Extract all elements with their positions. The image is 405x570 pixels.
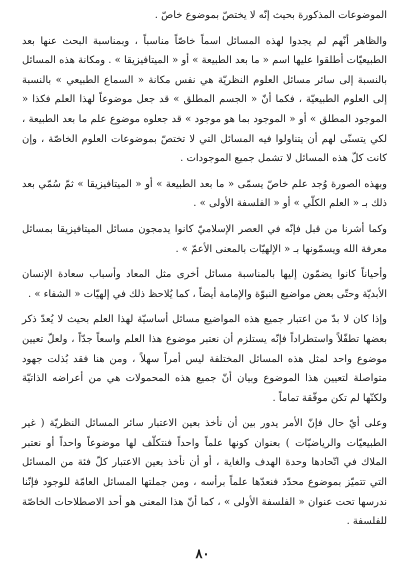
paragraph-2: والظاهر أنّهم لم يجدوا لهذه المسائل اسماً خاصّاً مناسباً ، وبمناسبة البحث عنها بعد الطبيعيّات أطلقوا عليها اسم « ما بعد الطبيعة » أو « الميتافيزيقا » . ومكانة هذه المسائل بالنسبة إلى سائر مسائل العلوم النظريّة هي نفس مكانة « السماع الطبيعي » بالنسبة إلى العلوم الطبيعيّة ، فكما أنّ « الجسم المطلق » قد جعل موضوعاً لهذا العلم فكذا « الموجود المطلق » أو « الموجود بما هو موجود » قد جعلوه موضوع علم ما بعد الطبيعة ، لكي يتسنّى لهم أن يتناولوا فيه المسائل التي لا تختصّ بموضوعات العلوم الخاصّة ، وإن كانت كلّ هذه المسائل لا تشمل جميع الموجودات . — [22, 35, 388, 165]
paragraph-4: وكما أشرنا من قبل فإنّه في العصر الإسلاميّ كانوا يدمجون مسائل الميتافيزيقا بمسائل معرفة الله ويسمّونها بـ « الإلهيّات بالمعنى الأعمّ » . — [22, 223, 387, 255]
paragraph-1: الموضوعات المذكورة بحيث إنّه لا يختصّ بموضوع خاصّ . — [154, 10, 387, 21]
page-number: ٨٠ — [195, 547, 210, 562]
paragraph-5: وأحياناً كانوا يضمّون إليها بالمناسبة مسائل أخرى مثل المعاد وأسباب سعادة الإنسان الأبديّة وحتّى بعض مواضيع النبوّة والإمامة أيضاً ، كما يُلاحظ ذلك في إلهيّات « الشفاء » . — [22, 269, 387, 300]
paragraph-3: وبهذه الصورة وُجد علم خاصّ يسمّى « ما بعد الطبيعة » أو « الميتافيزيقا » ثمّ سُمّي بعد ذلك بـ « العلم الكلّي » أو « الفلسفة الأولى » . — [22, 178, 387, 210]
paragraph-6: وإذا كان لا بدّ من اعتبار جميع هذه المواضيع مسائل أساسيّة لهذا العلم بحيث لا يُعدّ ذكر بعضها تطفّلاً واستطراداً فإنّه يستلزم أن نعتبر موضوع هذا العلم واسعاً جدّاً ، ولعلّ تعيين موضوع واحد لمثل هذه المسائل المختلفة ليس أمراً سهلاً ، ومن هنا فقد بُذلت جهود متواصلة لتعيين هذا الموضوع وبيان أنّ جميع هذه المحمولات هي من أعراضه الذاتيّة ولكنّها لم تكن موفّقة تماماً . — [22, 314, 387, 404]
paragraph-7: وعلى أيّ حال فإنّ الأمر يدور بين أن نأخذ بعين الاعتبار سائر المسائل النظريّة ( غير الطبيعيّات والرياضيّات ) بعنوان كونها علماً واحداً فنتكلّف لها موضوعاً واحداً أو نعتبر الملاك في اتّحادها وحدة الهدف والغاية ، أو أن نأخذ بعين الاعتبار كلّ فئة من المسائل التي تتميّز بموضوع محدّد فنعدّها علماً برأسه ، ومن جملتها المسائل العامّة للوجود فإنّنا ندرسها تحت عنوان « الفلسفة الأولى » ، كما أنّ هذا المعنى هو أحد الاصطلاحات الخاصّة للفلسفة . — [22, 418, 387, 528]
